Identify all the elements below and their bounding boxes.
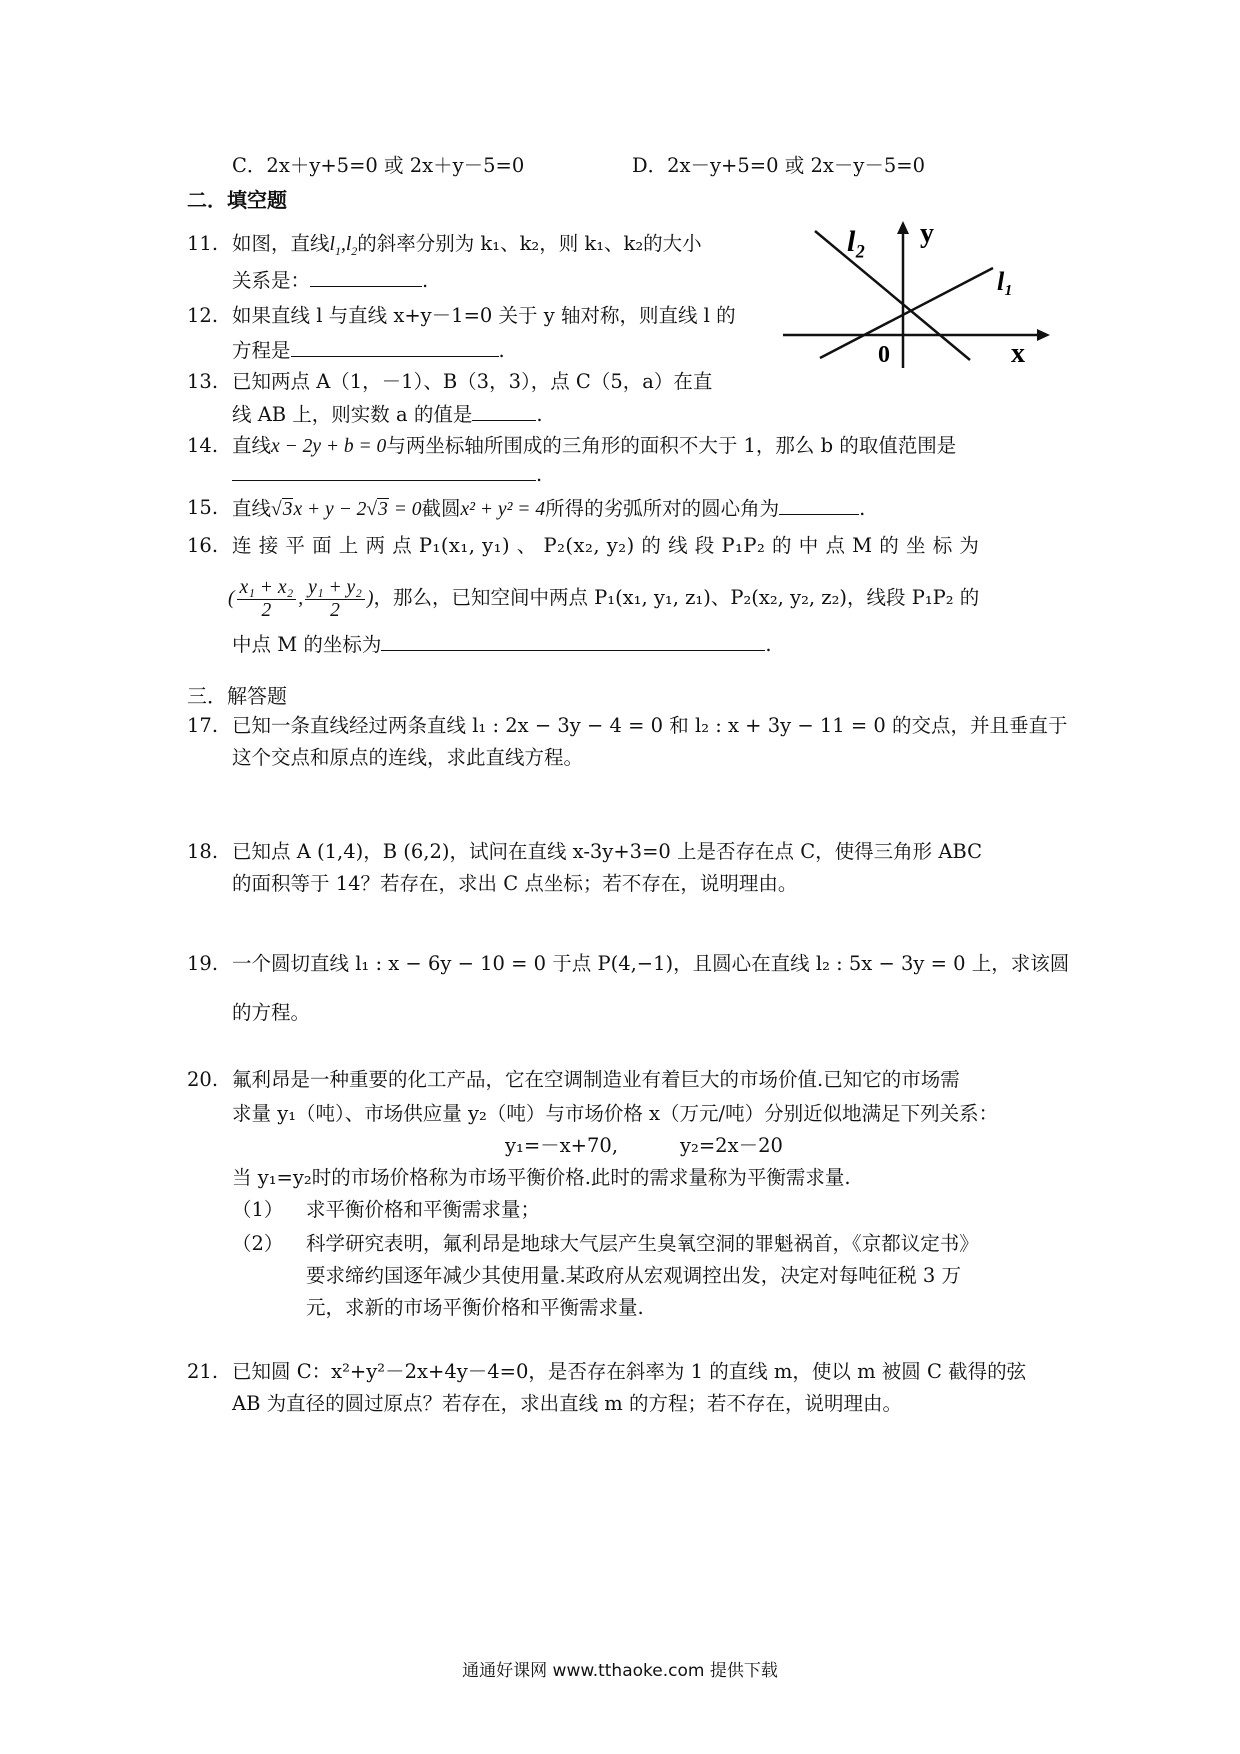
q14-number: 14.	[187, 434, 219, 457]
figure-x-label: x	[1011, 338, 1025, 368]
q20-line1: 氟利昂是一种重要的化工产品，它在空调制造业有着巨大的市场价值.已知它的市场需	[232, 1068, 960, 1091]
q12-line2	[232, 336, 505, 365]
q11-line2	[232, 266, 428, 295]
figure-origin-label: 0	[878, 342, 890, 368]
q16-line3	[232, 630, 772, 659]
q21-line2: AB 为直径的圆过原点？若存在，求出直线 m 的方程；若不存在，说明理由。	[232, 1392, 902, 1415]
q16-number: 16.	[187, 534, 219, 557]
q16-line3-text: 中点 M 的坐标为	[232, 633, 382, 656]
q13-number: 13.	[187, 370, 219, 393]
figure-y-label: y	[920, 218, 934, 249]
q20-cond: 当 y₁=y₂时的市场价格称为市场平衡价格.此时的需求量称为平衡需求量.	[232, 1166, 851, 1189]
q15-circle-equation: x² + y² = 4	[460, 499, 546, 520]
q16-midpoint-formula: ( $\frac{\text{x₁ + x₂}}{2}$ , $\frac{\text{y₁ + y₂}}{2}$ )	[228, 577, 374, 622]
q11-mid: 的斜率分别为 k₁、k₂，则 k₁、k₂的大小	[357, 232, 702, 255]
q12-period: .	[498, 339, 505, 362]
q14-period: .	[536, 463, 543, 486]
line-l1	[820, 268, 993, 358]
q20-sub2-number: （2）	[232, 1232, 284, 1255]
q15-post: 所得的劣弧所对的圆心角为	[545, 497, 780, 520]
q15-line1	[232, 494, 865, 524]
q20-number: 20.	[187, 1068, 219, 1091]
q15-mid: 截圆	[421, 497, 461, 520]
q15-line-equation: √3x + y − 2√3 = 0	[271, 499, 422, 520]
q14-answer-blank[interactable]	[232, 460, 536, 481]
q11-lines: $l_1,l_2$	[329, 234, 358, 258]
q13-line2-text: 线 AB 上，则实数 a 的值是	[232, 403, 473, 426]
q11-line1	[232, 230, 702, 265]
figure-l1-label: l₁	[997, 267, 1014, 296]
q20-sub1: 求平衡价格和平衡需求量；	[306, 1198, 541, 1221]
q14-pre: 直线	[232, 434, 272, 457]
q20-sub2-line1: 科学研究表明，氟利昂是地球大气层产生臭氧空洞的罪魁祸首，《京都议定书》	[306, 1232, 979, 1255]
q16-answer-blank[interactable]	[381, 630, 765, 651]
q14-line1	[232, 432, 956, 461]
line-l2	[815, 231, 970, 360]
q11-line2-text: 关系是：	[232, 269, 311, 292]
q14-post: 与两坐标轴所围成的三角形的面积不大于 1，那么 b 的取值范围是	[386, 434, 957, 457]
option-d: D．2x－y+5=0 或 2x－y－5=0	[632, 154, 926, 177]
q16-line1: 连 接 平 面 上 两 点 P₁(x₁, y₁) 、 P₂(x₂, y₂) 的 线 段 P₁P₂ 的 中 点 M 的 坐 标 为	[232, 534, 980, 557]
q21-number: 21.	[187, 1360, 219, 1383]
q19-line2: 的方程。	[232, 1001, 311, 1024]
q20-sub1-number: （1）	[232, 1198, 284, 1221]
line-figure	[775, 218, 1050, 368]
q13-period: .	[536, 403, 543, 426]
q17-line1: 已知一条直线经过两条直线 l₁ : 2x − 3y − 4 = 0 和 l₂ : x + 3y − 11 = 0 的交点，并且垂直于	[232, 714, 1068, 737]
q13-line1: 已知两点 A（1，－1）、B（3，3），点 C（5，a）在直	[232, 370, 713, 393]
y-axis-arrow-icon	[897, 221, 909, 234]
q14-line2	[232, 460, 542, 489]
q20-eq2: y₂=2x－20	[680, 1134, 783, 1157]
q16-period: .	[765, 633, 772, 656]
q16-line2	[228, 570, 979, 627]
q11-answer-blank[interactable]	[310, 266, 422, 287]
q15-number: 15.	[187, 496, 219, 519]
option-c: C．2x＋y+5=0 或 2x＋y－5=0	[232, 154, 525, 177]
q20-line2: 求量 y₁（吨）、市场供应量 y₂（吨）与市场价格 x（万元/吨）分别近似地满足下列关系：	[232, 1102, 999, 1125]
q19-line1: 一个圆切直线 l₁ : x − 6y − 10 = 0 于点 P(4,−1)，且圆心在直线 l₂ : 5x − 3y = 0 上，求该圆	[232, 952, 1070, 975]
q12-number: 12.	[187, 304, 219, 327]
q12-line1: 如果直线 l 与直线 x+y－1=0 关于 y 轴对称，则直线 l 的	[232, 304, 736, 327]
q20-sub2-line3: 元，求新的市场平衡价格和平衡需求量.	[306, 1296, 644, 1319]
q15-period: .	[859, 497, 866, 520]
page-footer: 通通好课网 www.tthaoke.com 提供下载	[462, 1661, 778, 1681]
q18-line2: 的面积等于 14？若存在，求出 C 点坐标；若不存在，说明理由。	[232, 872, 798, 895]
q14-equation: x − 2y + b = 0	[271, 436, 387, 457]
q13-line2	[232, 400, 543, 429]
q20-sub2-line2: 要求缔约国逐年减少其使用量.某政府从宏观调控出发，决定对每吨征税 3 万	[306, 1264, 962, 1287]
q12-answer-blank[interactable]	[291, 336, 499, 357]
q17-number: 17.	[187, 714, 219, 737]
x-axis-arrow-icon	[1037, 329, 1050, 341]
heading-fill: 二．填空题	[187, 188, 287, 212]
q18-number: 18.	[187, 840, 219, 863]
q21-line1: 已知圆 C：x²+y²－2x+4y－4=0，是否存在斜率为 1 的直线 m，使以 m 被圆 C 截得的弦	[232, 1360, 1027, 1383]
q15-answer-blank[interactable]	[779, 494, 859, 515]
q20-eq1: y₁=－x+70,	[505, 1134, 619, 1157]
q17-line2: 这个交点和原点的连线，求此直线方程。	[232, 746, 584, 769]
q11-period: .	[422, 269, 429, 292]
q18-line1: 已知点 A (1,4)，B (6,2)，试问在直线 x-3y+3=0 上是否存在点 C，使得三角形 ABC	[232, 840, 983, 863]
q16-line2-text: ，那么，已知空间中两点 P₁(x₁, y₁, z₁)、P₂(x₂, y₂, z₂)，线段 P₁P₂ 的	[373, 586, 980, 609]
q15-pre: 直线	[232, 497, 272, 520]
q11-pre: 如图，直线	[232, 232, 330, 255]
heading-answer: 三．解答题	[187, 684, 287, 708]
q13-answer-blank[interactable]	[472, 400, 536, 421]
figure-l2-label: l₂	[847, 225, 866, 258]
q12-line2-text: 方程是	[232, 339, 291, 362]
q19-number: 19.	[187, 952, 219, 975]
q11-number: 11.	[187, 232, 219, 255]
